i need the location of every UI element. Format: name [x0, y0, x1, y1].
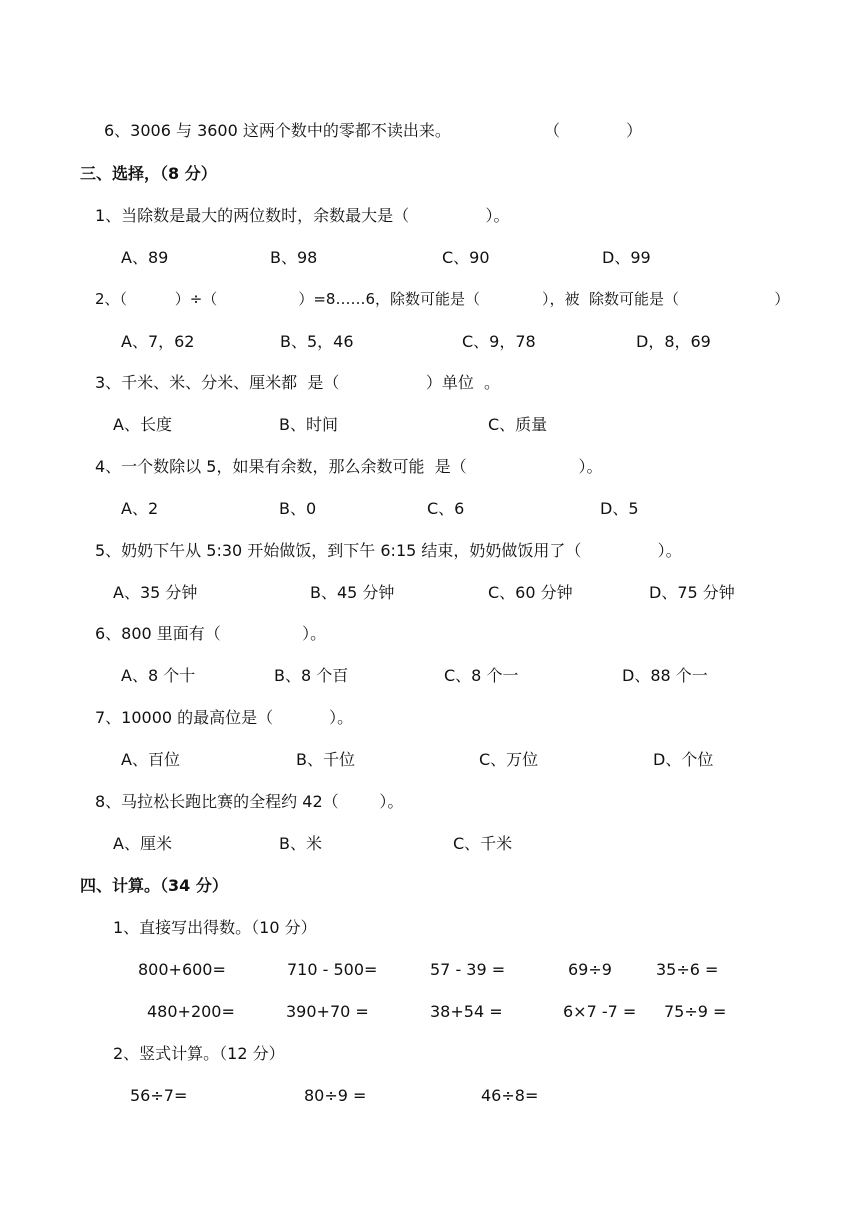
s3-q3-option-a: A、长度 [113, 415, 172, 434]
s3-q1-option-b: B、98 [270, 248, 318, 267]
s3-q3-option-b: B、时间 [279, 415, 338, 434]
s3-q4-option-a: A、2 [121, 499, 159, 518]
s3-q4-text: 4、一个数除以 5，如果有余数，那么余数可能 是（ ）。 [95, 457, 603, 476]
s3-q6-option-d: D、88 个一 [622, 666, 708, 685]
s3-q7-option-b: B、千位 [296, 750, 355, 769]
s3-q5-option-a: A、35 分钟 [113, 583, 198, 602]
s3-q7-option-c: C、万位 [479, 750, 539, 769]
judge-q6-answer-blank: （ ） [544, 121, 643, 140]
s3-q7-text: 7、10000 的最高位是（ ）。 [95, 708, 354, 727]
s3-q2-option-c: C、9，78 [462, 332, 536, 351]
s3-q5-option-d: D、75 分钟 [649, 583, 735, 602]
s3-q6-option-b: B、8 个百 [274, 666, 349, 685]
s4-calc-r1c4: 69÷9 [568, 960, 612, 979]
s3-q5-option-b: B、45 分钟 [310, 583, 395, 602]
s3-q5-option-c: C、60 分钟 [488, 583, 573, 602]
s3-q4-option-b: B、0 [279, 499, 317, 518]
s4-vertical-1: 56÷7= [130, 1086, 188, 1105]
s3-q2-option-a: A、7，62 [121, 332, 195, 351]
s4-part2-title: 2、竖式计算。（12 分） [113, 1044, 285, 1063]
s3-q1-option-a: A、89 [121, 248, 169, 267]
s4-calc-r2c2: 390+70 = [286, 1002, 369, 1021]
s3-q5-text: 5、奶奶下午从 5:30 开始做饭，到下午 6:15 结束，奶奶做饭用了（ ）。 [95, 541, 682, 560]
s4-vertical-3: 46÷8= [481, 1086, 539, 1105]
s3-q1-text: 1、当除数是最大的两位数时，余数最大是（ ）。 [95, 206, 510, 225]
s3-q2-option-b: B、5，46 [280, 332, 354, 351]
s4-vertical-2: 80÷9 = [304, 1086, 367, 1105]
s3-q4-option-d: D、5 [600, 499, 639, 518]
judge-q6-text: 6、3006 与 3600 这两个数中的零都不读出来。 [104, 121, 451, 140]
s3-q7-option-a: A、百位 [121, 750, 180, 769]
s3-q2-text: 2、（ ）÷（ ）=8……6，除数可能是（ ），被 除数可能是（ ） [95, 290, 790, 308]
s3-q8-option-c: C、千米 [453, 834, 513, 853]
s3-q2-option-d: D，8，69 [636, 332, 711, 351]
s3-q8-text: 8、马拉松长跑比赛的全程约 42（ ）。 [95, 792, 404, 811]
s3-q6-option-a: A、8 个十 [121, 666, 196, 685]
section3-heading: 三、选择，（8 分） [80, 164, 217, 183]
s4-calc-r2c5: 75÷9 = [664, 1002, 727, 1021]
s4-calc-r2c1: 480+200= [147, 1002, 235, 1021]
s3-q3-text: 3、千米、米、分米、厘米都 是（ ）单位 。 [95, 373, 500, 392]
s3-q4-option-c: C、6 [427, 499, 465, 518]
s4-calc-r1c1: 800+600= [138, 960, 226, 979]
s3-q6-option-c: C、8 个一 [444, 666, 519, 685]
s4-calc-r2c4: 6×7 -7 = [563, 1002, 637, 1021]
s3-q8-option-a: A、厘米 [113, 834, 172, 853]
s3-q3-option-c: C、质量 [488, 415, 548, 434]
s4-calc-r1c2: 710 - 500= [287, 960, 378, 979]
s3-q8-option-b: B、米 [279, 834, 322, 853]
section4-heading: 四、计算。（34 分） [80, 876, 228, 895]
s3-q1-option-d: D、99 [602, 248, 651, 267]
s4-part1-title: 1、直接写出得数。（10 分） [113, 918, 317, 937]
s4-calc-r2c3: 38+54 = [430, 1002, 503, 1021]
s4-calc-r1c3: 57 - 39 = [430, 960, 506, 979]
s4-calc-r1c5: 35÷6 = [656, 960, 719, 979]
s3-q6-text: 6、800 里面有（ ）。 [95, 624, 327, 643]
s3-q7-option-d: D、个位 [653, 750, 714, 769]
s3-q1-option-c: C、90 [442, 248, 490, 267]
